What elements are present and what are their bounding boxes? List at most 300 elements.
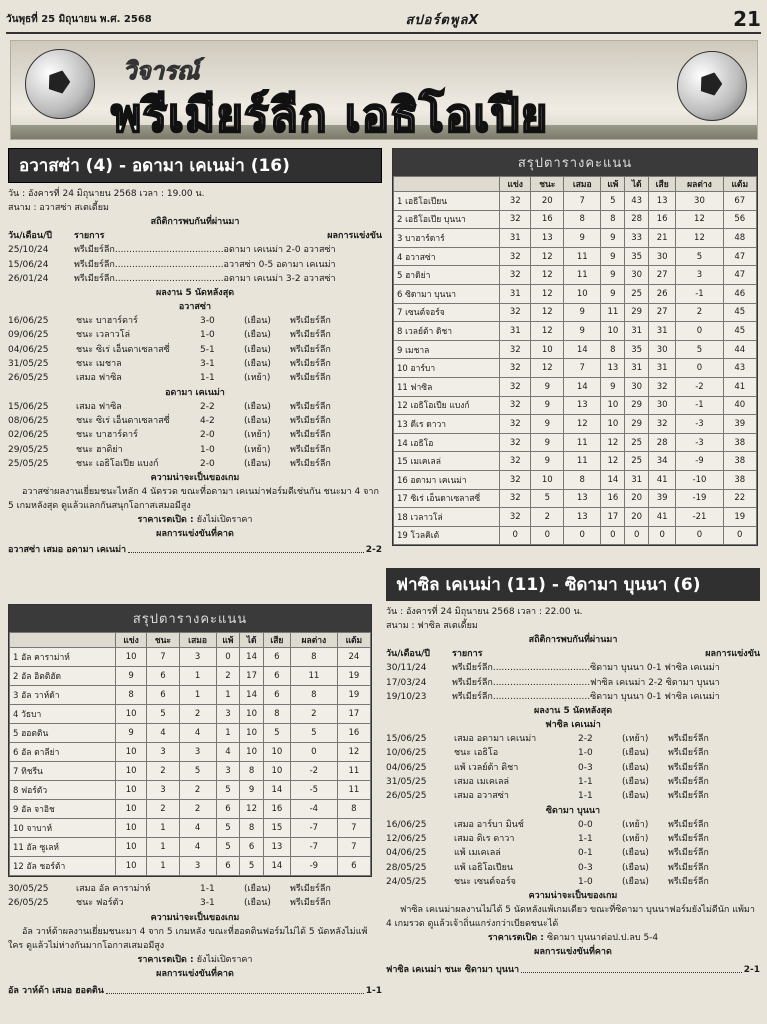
match1-date: วัน : อังคารที่ 24 มิถุนายน 2568 เวลา : 19.00 น. [8,189,205,199]
table-cell: 32 [500,415,531,434]
form-row: 04/06/25 แพ้ เวลย์ต้า ดิชา 0-3 (เยือน) พรีเมียร์ลีก [386,762,709,773]
table-cell: 10 [564,284,601,303]
table-cell: 13 [531,229,564,248]
column-header: แพ้ [601,177,625,192]
table-cell: 10 จาบาห์ [10,819,116,838]
match2-title: ฟาซิล เคเนม่า (11) - ซิดามา บุนนา (6) [386,568,760,601]
table-cell: 5 [179,762,216,781]
table-cell: 19 โวลคิเต้ [394,526,500,545]
table-cell: 14 [564,340,601,359]
column-header: ชนะ [531,177,564,192]
table-cell: 2 [147,762,179,781]
table-cell: 1 [147,819,179,838]
table-cell: 9 [531,433,564,452]
form-row: 31/05/25 เสมอ เมเคเลล่ 1-1 (เยือน) พรีเมียร์ลีก [386,777,709,788]
table-cell: 0 [531,526,564,545]
table-cell: 3 [147,781,179,800]
match2-prediction: ฟาซิล เคเนม่า ชนะ ซิดามา บุนนา 2-1 [386,965,760,976]
table-cell: 2 [179,800,216,819]
table-cell: 18 เวลาวโล่ [394,508,500,527]
table-row [394,192,757,211]
form-row: 16/06/25 เสมอ อาร์บา มินช์ 0-0 (เหย้า) พรีเมียร์ลีก [386,819,709,830]
column-header: ชนะ [147,633,179,648]
table-cell: 2 อัล อิตติฮัด [10,667,116,686]
table-cell: 12 [564,415,601,434]
table-cell: 13 [564,396,601,415]
table-cell: 11 [290,667,337,686]
match1-prediction: อวาสซ่า เสมอ อดามา เคเนม่า 2-2 [8,545,382,556]
form-row: 09/06/25 ชนะ เวลาวโล่ 1-0 (เยือน) พรีเมียร์ลีก [8,330,331,341]
table-cell: 45 [723,303,756,322]
football-icon [25,49,95,119]
table-cell: 32 [500,377,531,396]
table-row [10,648,371,667]
table-cell: 5 [531,489,564,508]
table-cell: 5 [290,724,337,743]
match2-column [386,568,760,977]
table-cell: 11 [564,452,601,471]
table-cell: 3 [676,266,723,285]
table-cell: 13 [564,489,601,508]
table-row [10,743,371,762]
table-cell: 27 [648,303,675,322]
table-cell: 9 [564,229,601,248]
table-cell: 31 [625,359,649,378]
table-cell: 10 [116,762,147,781]
table-cell: 39 [648,489,675,508]
table-row [394,210,757,229]
table-cell: 8 [290,648,337,667]
table-cell: -5 [290,781,337,800]
table-cell: 29 [625,303,649,322]
table-cell: 5 [601,192,625,211]
table-row [394,415,757,434]
table-cell: 10 [531,340,564,359]
table-cell: 32 [500,266,531,285]
team-a-heading: อวาสซ่า [178,302,212,313]
table-cell: 8 [601,340,625,359]
chance-heading: ความน่าจะเป็นของเกม [150,473,240,484]
table-cell: 8 [263,705,290,724]
h2h-row: 19/10/23 พรีเมียร์ลีก..................................ซิดามา บุนนา 0-1 ฟาซิล เคเนม่า [386,691,720,702]
table-cell: 17 ซิเร่ เอ็นดาเซลาสซี่ [394,489,500,508]
table-cell: 10 [601,322,625,341]
table-cell: 6 [147,667,179,686]
table-cell: 30 [625,266,649,285]
table-cell: 40 [723,396,756,415]
table-cell: 13 [564,508,601,527]
table-row [394,340,757,359]
table-cell: 8 ฟอร์ตัว [10,781,116,800]
standings-title: สรุปตารางคะแนน [9,605,371,632]
form-row: 08/06/25 ชนะ ซิเร่ เอ็นดาเซลาสซี่ 4-2 (เยือน) พรีเมียร์ลีก [8,415,331,426]
table-cell: 41 [648,470,675,489]
table-cell: 6 [263,686,290,705]
table-cell: 31 [648,359,675,378]
table-cell: 12 [531,284,564,303]
form-row: 30/05/25 เสมอ อัล คาราม่าห์ 1-1 (เยือน) พรีเมียร์ลีก [8,884,331,894]
table-cell: 38 [723,470,756,489]
form-row: 26/05/25 ชนะ ฟอร์ตัว 3-1 (เยือน) พรีเมียร์ลีก [8,898,331,909]
column-header: แต้ม [723,177,756,192]
table-row [10,686,371,705]
table-cell: 10 [263,743,290,762]
table-cell: 5 [147,705,179,724]
table-cell: -2 [676,377,723,396]
match3-column [8,882,382,998]
last5-heading: ผลงาน 5 นัดหลังสุด [533,706,613,717]
table-cell: -1 [676,396,723,415]
table-cell: 14 [263,781,290,800]
table-cell: 4 [179,838,216,857]
table-cell: 32 [500,470,531,489]
table-cell: 9 เมชาล [394,340,500,359]
table-cell: 0 [290,743,337,762]
table-cell: 10 [116,705,147,724]
h2h-heading: สถิติการพบกันที่ผ่านมา [150,217,240,227]
last5-heading: ผลงาน 5 นัดหลังสุด [155,288,235,299]
table-cell: 34 [648,452,675,471]
table-cell: 1 [179,686,216,705]
table-cell: -9 [290,857,337,876]
table-cell: 2 [179,705,216,724]
football-icon [677,51,747,121]
table-cell: 28 [648,433,675,452]
form-row: 15/06/25 เสมอ ฟาซิล 2-2 (เยือน) พรีเมียร์ลีก [8,401,331,412]
table-cell: 0 [625,526,649,545]
standings-table-2 [8,604,372,877]
column-header: แพ้ [216,633,240,648]
table-cell: 9 อัล จาอิช [10,800,116,819]
column-header: ผลต่าง [676,177,723,192]
table-cell: 43 [723,359,756,378]
table-cell: 32 [500,192,531,211]
table-cell: 16 [601,489,625,508]
table-cell: 2 เอธิโอเปีย บุนนา [394,210,500,229]
table-cell: 41 [723,377,756,396]
table-cell: 11 [337,762,370,781]
table-cell: 1 [216,686,240,705]
table-cell: 30 [676,192,723,211]
table-cell: 9 [601,229,625,248]
form-row: 26/05/25 เสมอ อวาสซ่า 1-1 (เยือน) พรีเมียร์ลีก [386,791,709,802]
table-cell: 47 [723,266,756,285]
match2-venue: สนาม : ฟาซิล สเตเดี้ยม [386,621,478,631]
team-b-heading: ซิดามา บุนนา [545,805,601,816]
table-cell: -9 [676,452,723,471]
table-cell: 2 [290,705,337,724]
table-cell: 11 [564,433,601,452]
table-cell: 31 [500,284,531,303]
table-cell: 5 [216,781,240,800]
form-row: 04/06/25 แพ้ เมเคเลล่ 0-1 (เยือน) พรีเมียร์ลีก [386,848,709,859]
table-cell: 0 [564,526,601,545]
price-line: ราคาเรตเปิด : ซิดามา บุนนาต่อป.ป.ลบ 5-4 [487,933,659,944]
table-cell: 15 [263,819,290,838]
table-cell: 3 [216,762,240,781]
table-cell: 1 [179,667,216,686]
table-cell: 32 [500,303,531,322]
table-cell: 9 [564,303,601,322]
table-cell: 5 [216,838,240,857]
chance-text: ฟาซิล เคเนม่าผลงานไม่ได้ 5 นัดหลังแพ้เกมเดียว ขณะที่ซิดามา บุนนาฟอร์มยังไม่ดีนัก แพ้มา 4 เกมรวด ดูแล้วเจ้าถิ่นแกร่งกว่าเบียดชนะได้ [386,905,755,930]
table-cell: 14 [564,377,601,396]
table-cell: -21 [676,508,723,527]
h2h-heading: สถิติการพบกันที่ผ่านมา [528,635,618,645]
chance-heading: ความน่าจะเป็นของเกม [150,912,240,923]
table-cell: 10 [116,800,147,819]
table-cell: 9 [601,284,625,303]
table-row [394,526,757,545]
table-cell: 3 [179,648,216,667]
table-cell: 4 วัธบา [10,705,116,724]
table-cell: 19 [337,686,370,705]
table-cell: 14 [240,648,263,667]
price-line: ราคาเรตเปิด : ยังไม่เปิดราคา [137,515,253,526]
table-cell: 13 [648,192,675,211]
table-cell: -3 [676,415,723,434]
table-cell: 12 [531,303,564,322]
table-cell: 2 [676,303,723,322]
table-cell: 8 [564,210,601,229]
table-cell: 16 [648,210,675,229]
table-cell: 46 [723,284,756,303]
table-cell: 30 [625,377,649,396]
table-cell: 16 [531,210,564,229]
table-cell: 41 [648,508,675,527]
chance-heading: ความน่าจะเป็นของเกม [528,891,618,902]
table-cell: -1 [676,284,723,303]
table-row [10,838,371,857]
form-row: 15/06/25 เสมอ อดามา เคเนม่า 2-2 (เหย้า) พรีเมียร์ลีก [386,734,709,745]
table-cell: 25 [625,284,649,303]
table-cell: 8 [337,800,370,819]
table-cell: 8 [116,686,147,705]
table-cell: 12 [337,743,370,762]
table-cell: 19 [337,667,370,686]
table-cell: 2 [216,667,240,686]
table-cell: -10 [676,470,723,489]
h2h-col-header: วัน/เดือน/ปี รายการ ผลการแข่งขัน [386,649,760,659]
table-row [10,667,371,686]
table-cell: 10 [116,857,147,876]
table-cell: 32 [500,433,531,452]
table-cell: 7 เซนต์จอร์จ [394,303,500,322]
table-cell: 25 [625,433,649,452]
predict-heading: ผลการแข่งขันที่คาด [534,947,612,958]
table-cell: 6 [337,857,370,876]
table-cell: 5 [216,819,240,838]
table-cell: 5 [676,247,723,266]
table-cell: 12 เอธิโอเปีย แบงก์ [394,396,500,415]
table-cell: 3 [147,743,179,762]
table-cell: 7 [337,838,370,857]
table-header-row [10,633,371,648]
table-cell: 12 [531,359,564,378]
table-cell: 4 [179,819,216,838]
predict-heading: ผลการแข่งขันที่คาด [156,968,234,979]
column-header: ผลต่าง [290,633,337,648]
table-cell: 35 [625,340,649,359]
table-cell: 30 [648,247,675,266]
table-row [10,724,371,743]
table-cell: 27 [648,266,675,285]
table-cell: 4 [147,724,179,743]
table-cell: 9 [116,667,147,686]
table-cell: 30 [648,340,675,359]
table-cell: 43 [625,192,649,211]
column-header: เสีย [263,633,290,648]
table-cell: 6 [216,800,240,819]
table-cell: 1 เอธิโอเปียน [394,192,500,211]
standings-title: สรุปตารางคะแนน [393,149,757,176]
table-cell: 10 [240,743,263,762]
table-cell: 2 [147,800,179,819]
table-cell: 3 [179,857,216,876]
table-cell: 8 [601,210,625,229]
table-row [394,489,757,508]
table-cell: 2 [531,508,564,527]
table-cell: 12 [676,210,723,229]
match1-venue: สนาม : อวาสซ่า สเตเดี้ยม [8,203,109,213]
table-cell: 32 [500,489,531,508]
table-cell: 10 [116,781,147,800]
table-row [10,781,371,800]
table-cell: 31 [625,470,649,489]
table-cell: 38 [723,452,756,471]
table-cell: 10 [116,648,147,667]
table-row [394,359,757,378]
table-cell: 0 [676,359,723,378]
table-cell: 7 [337,819,370,838]
column-header: แข่ง [116,633,147,648]
table-cell: 4 [179,724,216,743]
table-cell: 9 [240,781,263,800]
table-cell: 25 [625,452,649,471]
table-row [394,322,757,341]
table-row [10,762,371,781]
table-cell: 10 [116,743,147,762]
table-cell: 56 [723,210,756,229]
match3-prediction: อัล วาห์ด้า เสมอ ฮอตติน 1-1 [8,985,382,996]
chance-text: อัล วาห์ด้าผลงานเยี่ยมชนะมา 4 จาก 5 เกมหลัง ขณะที่ฮอตตินฟอร์มไม่ได้ 5 นัดหลังไม่แพ้ใคร ดูแล้วไม่ห่างกันมากโอกาสเสมอมีสูง [8,926,368,951]
table-cell: 32 [500,210,531,229]
column-header: ได้ [625,177,649,192]
table-cell: 32 [500,247,531,266]
table-row [394,303,757,322]
predict-heading: ผลการแข่งขันที่คาด [156,529,234,540]
table-cell: 3 [179,743,216,762]
table-cell: 0 [676,322,723,341]
table-cell: 0 [723,526,756,545]
table-cell: 32 [648,415,675,434]
table-cell: 14 [263,857,290,876]
table-cell: 14 เอธิโอ [394,433,500,452]
table-row [394,377,757,396]
form-list-b [386,818,760,889]
table-cell: 9 [564,322,601,341]
price-line: ราคาเรตเปิด : ยังไม่เปิดราคา [137,954,253,965]
table-cell: 11 [564,266,601,285]
table-cell: 10 [601,396,625,415]
table-row [394,396,757,415]
column-header: แต้ม [337,633,370,648]
table-cell: -2 [290,762,337,781]
table-cell: -3 [676,433,723,452]
table-cell: 45 [723,322,756,341]
table-cell: 10 [601,415,625,434]
section-banner [10,40,758,140]
h2h-list [386,661,760,704]
table-cell: 32 [648,377,675,396]
h2h-col-header: วัน/เดือน/ปี รายการ ผลการแข่งขัน [8,231,382,241]
team-col-header [10,633,116,648]
table-cell: 22 [723,489,756,508]
table-cell: 19 [723,508,756,527]
table-cell: -19 [676,489,723,508]
form-row: 04/06/25 ชนะ ซิเร่ เอ็นดาเซลาสซี่ 5-1 (เยือน) พรีเมียร์ลีก [8,344,331,355]
table-cell: 12 [601,452,625,471]
team-col-header [394,177,500,192]
table-cell: 12 [531,247,564,266]
table-cell: 10 [263,762,290,781]
table-cell: 12 [531,266,564,285]
form-list-a [386,732,760,803]
form-list-b [8,400,382,471]
column-header: เสมอ [564,177,601,192]
table-cell: 9 [531,415,564,434]
table-cell: 15 เมเคเลล่ [394,452,500,471]
brand-logo: สปอร์ตพูลX [405,12,480,28]
table-cell: 16 [337,724,370,743]
form-row: 02/06/25 ชนะ บาฮาร์ดาร์ 2-0 (เหย้า) พรีเมียร์ลีก [8,430,331,441]
table-cell: 8 เวลย์ต้า ดิชา [394,322,500,341]
form-list-c [8,882,382,911]
table-row [10,857,371,876]
table-cell: 47 [723,247,756,266]
table-cell: 0 [648,526,675,545]
standings-table-1 [392,148,758,546]
issue-date: วันพุธที่ 25 มิถุนายน พ.ศ. 2568 [6,13,152,25]
table-cell: 5 [240,857,263,876]
table-cell: 32 [500,340,531,359]
table-cell: 24 [337,648,370,667]
table-cell: 6 [240,838,263,857]
table-cell: 13 ดีเร ดาวา [394,415,500,434]
table-cell: 21 [648,229,675,248]
table-cell: 44 [723,340,756,359]
table-cell: 9 [531,452,564,471]
table-cell: 8 [290,686,337,705]
table-cell: 6 [147,686,179,705]
table-cell: 1 อัล คาราม่าห์ [10,648,116,667]
table-cell: 10 [116,838,147,857]
table-cell: 38 [723,433,756,452]
table-cell: -7 [290,838,337,857]
table-cell: 30 [648,396,675,415]
table-cell: 3 [216,705,240,724]
table-cell: 8 [564,470,601,489]
table-cell: 6 [216,857,240,876]
table-cell: 67 [723,192,756,211]
table-cell: 3 อัล วาห์ด้า [10,686,116,705]
table-cell: 17 [240,667,263,686]
table-cell: 20 [531,192,564,211]
column-header: ได้ [240,633,263,648]
table-row [394,247,757,266]
table-cell: 6 ซิดามา บุนนา [394,284,500,303]
table-cell: 31 [500,322,531,341]
